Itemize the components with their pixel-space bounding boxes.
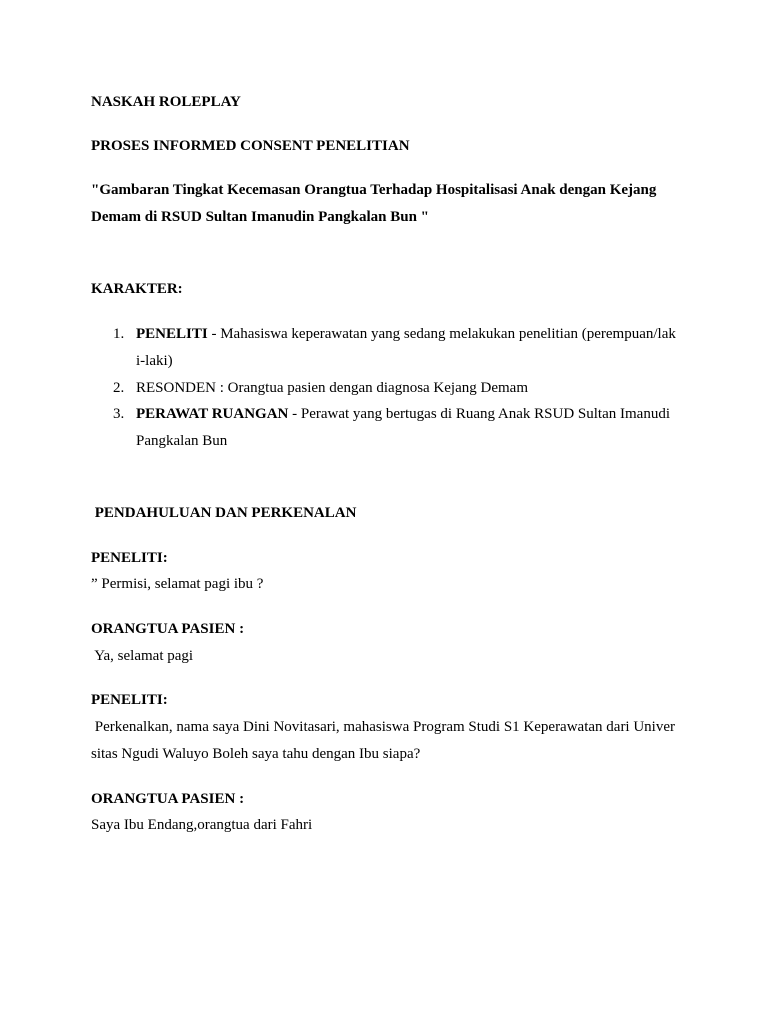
list-text [136,375,686,402]
list-number: 2. [113,380,125,396]
character-description-continued: Pangkalan Bun [136,433,228,449]
dialogue-speaker: ORANGTUA PASIEN : [91,621,245,637]
character-description: - Perawat yang bertugas di Ruang Anak RSUD Sultan Imanudi [288,406,670,422]
dialogue-line: Perkenalkan, nama saya Dini Novitasari, mahasiswa Program Studi S1 Keperawatan dari Univer [91,719,676,735]
character-description-continued: i-laki) [136,353,173,369]
section-heading: PENDAHULUAN DAN PERKENALAN [91,505,357,521]
list-number: 1. [113,326,125,342]
dialogue-line: Saya Ibu Endang,orangtua dari Fahri [91,817,313,833]
list-item [91,401,691,455]
dialogue-line-continued: sitas Ngudi Waluyo Boleh saya tahu dengan Ibu siapa? [91,746,421,762]
dialogue-speaker: PENELITI: [91,550,168,566]
document-title: NASKAH ROLEPLAY [91,94,241,110]
list-item [91,321,691,375]
list-text [136,401,686,455]
list-number: 3. [113,406,125,422]
character-description: - Mahasiswa keperawatan yang sedang melakukan penelitian (perempuan/lak [207,326,676,342]
research-title-line-1: "Gambaran Tingkat Kecemasan Orangtua Terhadap Hospitalisasi Anak dengan Kejang [91,182,657,198]
list-item [91,375,691,402]
dialogue-line: ” Permisi, selamat pagi ibu ? [91,576,264,592]
document-subtitle: PROSES INFORMED CONSENT PENELITIAN [91,138,410,154]
character-name: PERAWAT RUANGAN [136,406,289,422]
dialogue-speaker: PENELITI: [91,692,168,708]
character-description: RESONDEN : Orangtua pasien dengan diagnosa Kejang Demam [136,380,528,396]
characters-heading: KARAKTER: [91,281,183,297]
dialogue-speaker: ORANGTUA PASIEN : [91,791,245,807]
list-text [136,321,686,375]
dialogue-line: Ya, selamat pagi [91,648,194,664]
research-title-line-2: Demam di RSUD Sultan Imanudin Pangkalan Bun " [91,209,430,225]
character-name: PENELITI [136,326,208,342]
